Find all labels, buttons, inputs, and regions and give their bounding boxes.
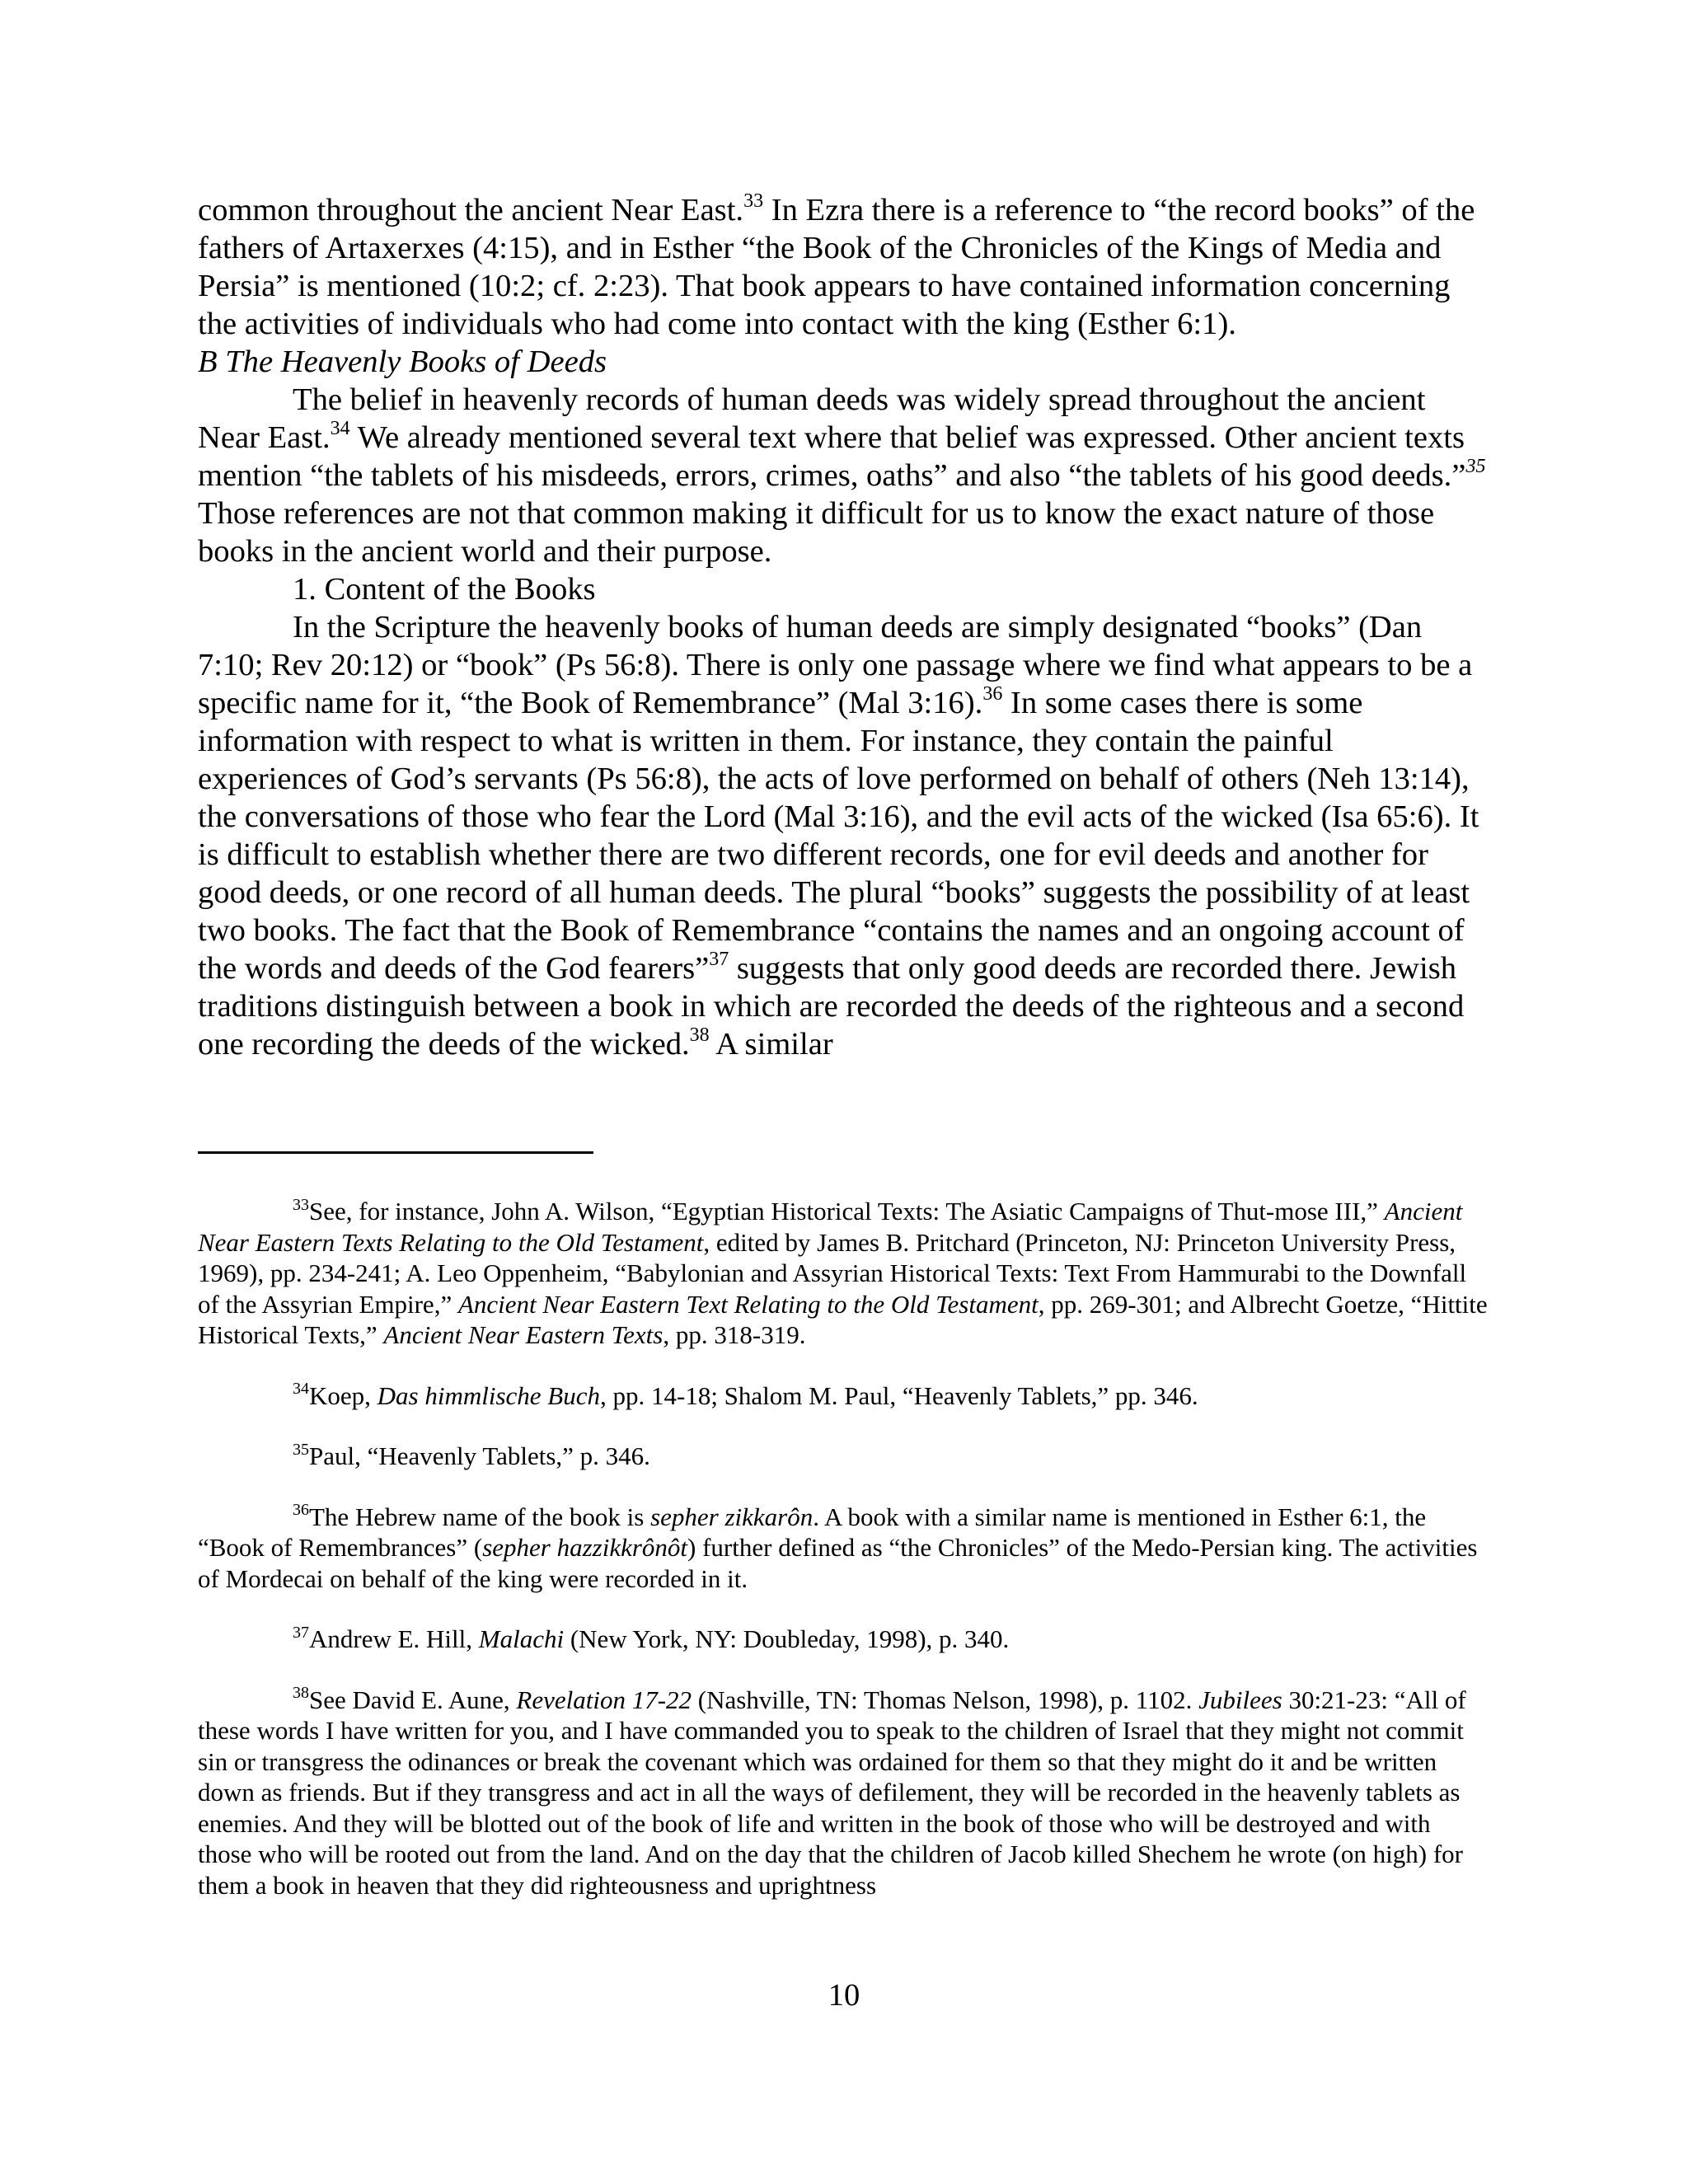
footnote-33: $^{33}$See, for instance, John A. Wilson, “Egyptian Historical Texts: The Asiatic Campaigns of Thut-mose III,” Ancient Near Eastern Texts Relating to the Old Testament, edited by James B. Pritchard (Princeton, NJ: Princeton University Press, 1969), pp. 234-241; A. Leo Oppenheim, “Babylonian and Assyrian Historical Texts: Text From Hammurabi to the Downfall of the Assyrian Empire,” Ancient Near Eastern Text Relating to the Old Testament, pp. 269-301; and Albrecht Goetze, “Hittite Historical Texts,” Ancient Near Eastern Texts, pp. 318-319. — [198, 1195, 1488, 1349]
footnote-separator — [198, 1151, 593, 1154]
footnote-ref-37[interactable]: 37 — [709, 949, 729, 971]
footnote-36: $^{36}$The Hebrew name of the book is sepher zikkarôn. A book with a similar name is mentioned in Esther 6:1, the “Book of Remembrances” (sepher hazzikkrônôt) further defined as “the Chronicles” of the Medo-Persian king. The activities of Mordecai on behalf of the king were recorded in it. — [198, 1501, 1478, 1593]
footnote-ref-35[interactable]: 35 — [1465, 456, 1486, 478]
footnote-34: $^{34}$Koep, Das himmlische Buch, pp. 14-18; Shalom M. Paul, “Heavenly Tablets,” pp. 346. — [293, 1380, 1198, 1410]
section-heading-b: B The Heavenly Books of Deeds — [198, 344, 607, 379]
footnote-38: $^{38}$See David E. Aune, Revelation 17-22 (Nashville, TN: Thomas Nelson, 1998), p. 1102. Jubilees 30:21-23: “All of these words I have written for you, and I have commanded you to speak to the children of Israel that they might not commit sin or transgress the odinances or break the covenant which was ordained for them so that they might do it and be written down as friends. But if they transgress and act in all the ways of defilement, they will be recorded in the heavenly tablets as enemies. And they will be blotted out of the book of life and written in the book of those who will be destroyed and with those who will be rooted out from the land. And on the day that the children of Jacob killed Shechem he wrote (on high) for them a book in heaven that they did righteousness and uprightness — [198, 1684, 1466, 1900]
subheading-content-of-books: 1. Content of the Books — [293, 572, 596, 607]
main-text — [198, 191, 1490, 1063]
footnote-ref-34[interactable]: 34 — [330, 418, 350, 440]
paragraph-3: In the Scripture the heavenly books of human deeds are simply designated “books” (Dan 7:10; Rev 20:12) or “book” (Ps 56:8). There is only one passage where we find what appears to be a specific name for it, “the Book of Remembrance” (Mal 3:16).$^{36}$ In some cases there is some information with respect to what is written in them. For instance, they contain the painful experiences of God’s servants (Ps 56:8), the acts of love performed on behalf of others (Neh 13:14), the conversations of those who fear the Lord (Mal 3:16), and the evil acts of the wicked (Isa 65:6). It is difficult to establish whether there are two different records, one for evil deeds and another for good deeds, or one record of all human deeds. The plural “books” suggests the possibility of at least two books. The fact that the Book of Remembrance “contains the names and an ongoing account of the words and deeds of the God fearers”$^{37}$ suggests that only good deeds are recorded there. Jewish traditions distinguish between a book in which are recorded the deeds of the righteous and a second one recording the deeds of the wicked.$^{38}$ A similar — [198, 610, 1479, 1062]
page-number: 10 — [828, 1978, 860, 2013]
footnote-37: $^{37}$Andrew E. Hill, Malachi (New York, NY: Doubleday, 1998), p. 340. — [293, 1623, 1010, 1653]
footnote-ref-36[interactable]: 36 — [982, 683, 1003, 705]
paragraph-1: common throughout the ancient Near East.$^{33}$ In Ezra there is a reference to “the record books” of the fathers of Artaxerxes (4:15), and in Esther “the Book of the Chronicles of the Kings of Media and Persia” is mentioned (10:2; cf. 2:23). That book appears to have contained information concerning the activities of individuals who had come into contact with the king (Esther 6:1). — [198, 190, 1475, 341]
footnote-ref-33[interactable]: 33 — [743, 190, 764, 213]
footnotes — [198, 1196, 1490, 1930]
footnote-ref-38[interactable]: 38 — [689, 1024, 710, 1047]
paragraph-2: The belief in heavenly records of human deeds was widely spread throughout the ancient Near East.$^{34}$ We already mentioned several text where that belief was expressed. Other ancient texts mention “the tablets of his misdeeds, errors, crimes, oaths” and also “the tablets of his good deeds.”$^{35}$ Those references are not that common making it difficult for us to know the exact nature of those books in the ancient world and their purpose. — [198, 382, 1486, 569]
footnote-35: $^{35}$Paul, “Heavenly Tablets,” p. 346. — [293, 1440, 650, 1470]
